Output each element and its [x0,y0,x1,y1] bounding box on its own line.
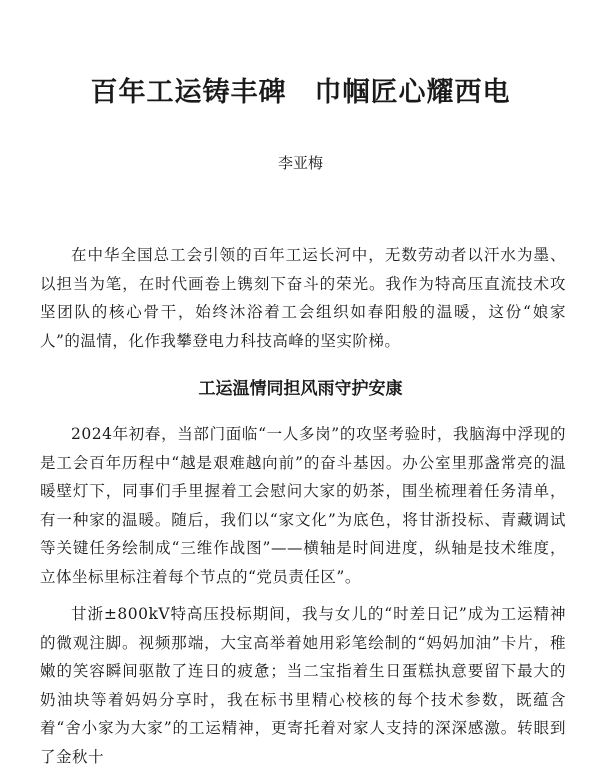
article-title: 百年工运铸丰碑 巾帼匠心耀西电 [90,77,511,108]
section-paragraph: 2024年初春，当部门面临“一人多岗”的攻坚考验时，我脑海中浮现的是工会百年历程中“越是艰难越向前”的奋斗基因。办公室里那盏常亮的温暖壁灯下，同事们手里握着工会慰问大家的奶茶，围坐梳理着任务清单，有一种家的温暖。随后，我们以“家文化”为底色，将甘浙投标、青藏调试等关键任务绘制成“三维作战图”——横轴是时间进度，纵轴是技术维度，立体坐标里标注着每个节点的“党员责任区”。 [40,425,566,586]
intro-paragraph: 在中华全国总工会引领的百年工运长河中，无数劳动者以汗水为墨、以担当为笔，在时代画卷上镌刻下奋斗的荣光。我作为特高压直流技术攻坚团队的核心骨干，始终沐浴着工会组织如春阳般的温暖，这份“娘家人”的温情，化作我攀登电力科技高峰的坚实阶梯。 [40,246,566,350]
section-heading: 工运温情同担风雨守护安康 [198,379,403,399]
article-author: 李亚梅 [277,154,323,172]
section-paragraph: 甘浙±800kV特高压投标期间，我与女儿的“时差日记”成为工运精神的微观注脚。视频那端，大宝高举着她用彩笔绘制的“妈妈加油”卡片，稚嫩的笑容瞬间驱散了连日的疲惫；当二宝指着生日蛋糕执意要留下最大的奶油块等着妈妈分享时，我在标书里精心校核的每个技术参数，既蕴含着“舍小家为大家”的工运精神，更寄托着对家人支持的深深感激。转眼到了金秋十 [40,605,566,766]
